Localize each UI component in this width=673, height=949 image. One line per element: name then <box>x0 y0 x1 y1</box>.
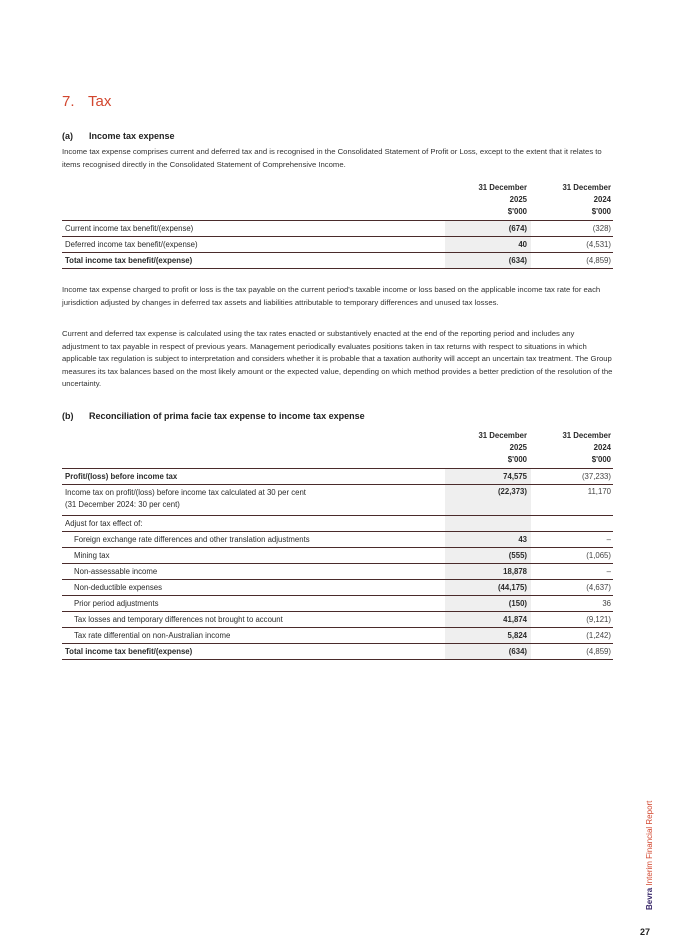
table-row: Non-assessable income 18,878 – <box>62 564 613 580</box>
section-title <box>62 93 111 110</box>
report-title: Interim Financial Report <box>645 800 654 886</box>
table-row: Prior period adjustments (150) 36 <box>62 596 613 612</box>
table-row: Adjust for tax effect of: <box>62 516 613 532</box>
page-number: 27 <box>640 927 651 937</box>
income-tax-expense-table <box>62 182 613 269</box>
table-row: Tax losses and temporary differences not brought to account 41,874 (9,121) <box>62 612 613 628</box>
table-row: Deferred income tax benefit/(expense) 40 (4,531) <box>62 237 613 253</box>
table-header: 31 December 2025 $'000 31 December 2024 $'000 <box>478 431 611 464</box>
table-row: Profit/(loss) before income tax 74,575 (37,233) <box>62 469 613 485</box>
section-number: 7. <box>62 93 75 110</box>
part-b-heading: (b) Reconciliation of prima facie tax expense to income tax expense <box>62 411 365 421</box>
report-sidebar-label <box>640 780 654 910</box>
table-row: Non-deductible expenses (44,175) (4,637) <box>62 580 613 596</box>
part-a-para-2: Current and deferred tax expense is calculated using the tax rates enacted or substantively enacted at the end of the reporting period and includes any adjustment to tax payable in respect of previous years. Management periodically evaluates positions taken in tax returns with respect to situations in which applicable tax regulation is subject to interpretation and considers whether it is probable that a taxation authority will accept an uncertain tax treatment. The Group measures its tax balances based on the most likely amount or the expected value, depending on which method provides a better prediction of the resolution of the uncertainty. <box>62 329 613 388</box>
table-total-row: Total income tax benefit/(expense) (634) (4,859) <box>62 253 613 269</box>
table-total-row: Total income tax benefit/(expense) (634) (4,859) <box>62 644 613 660</box>
part-a-heading: (a) Income tax expense <box>62 131 175 141</box>
table-row: Income tax on profit/(loss) before income tax calculated at 30 per cent (31 December 2024: 30 per cent) (22,373) 11,170 <box>62 485 613 516</box>
part-a-para-1: Income tax expense charged to profit or loss is the tax payable on the current period's taxable income or loss based on the applicable income tax rate for each jurisdiction adjusted by changes in deferred tax assets and liabilities attributable to temporary differences and unused tax losses. <box>62 285 601 307</box>
section-title-text: Tax <box>88 93 112 110</box>
table-header: 31 December 2025 $'000 31 December 2024 $'000 <box>478 183 611 216</box>
part-a-intro: Income tax expense comprises current and deferred tax and is recognised in the Consolidated Statement of Profit or Loss, except to the extent that it relates to items recognised directly in the Consolidated Statement of Comprehensive Income. <box>62 147 602 169</box>
table-row: Foreign exchange rate differences and other translation adjustments 43 – <box>62 532 613 548</box>
table-row: Current income tax benefit/(expense) (674) (328) <box>62 221 613 237</box>
table-row: Tax rate differential on non-Australian income 5,824 (1,242) <box>62 628 613 644</box>
table-row: Mining tax (555) (1,065) <box>62 548 613 564</box>
tax-reconciliation-table <box>62 430 613 660</box>
brand-logo: Bevra <box>645 887 654 910</box>
